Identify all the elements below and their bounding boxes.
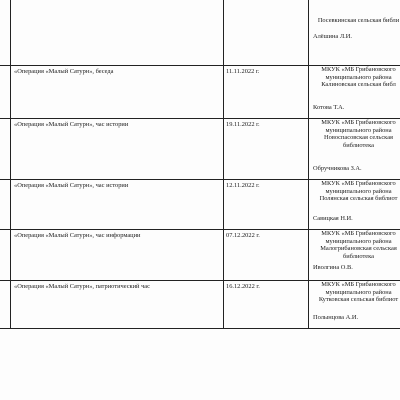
number-cell bbox=[0, 66, 11, 119]
venue-cell bbox=[309, 66, 400, 119]
venue-line: муниципального района bbox=[325, 288, 392, 296]
venue-line: Новоспасовская сельская bbox=[324, 134, 393, 142]
venue-line: Полянская сельская библиот bbox=[319, 195, 398, 203]
event-date-cell: 11.11.2022 г. bbox=[224, 66, 309, 119]
venue-line: МКУК «МБ Грибановского bbox=[321, 66, 396, 73]
event-name-cell bbox=[11, 0, 224, 66]
venue-line: библиотека bbox=[343, 141, 374, 149]
responsible-person: Иволгина О.В. bbox=[313, 264, 353, 271]
responsible-person: Алёшина Л.И. bbox=[313, 33, 352, 40]
event-date-cell: 12.11.2022 г. bbox=[224, 180, 309, 230]
event-name-cell: «Операция «Малый Сатурн», час информации bbox=[11, 230, 224, 281]
venue-line: муниципального района bbox=[325, 126, 392, 134]
table-row bbox=[0, 119, 400, 180]
venue-line: Кутковская сельская библиот bbox=[318, 296, 399, 304]
venue-line: Посевкинская сельская библи bbox=[317, 17, 400, 24]
venue-line: муниципального района bbox=[325, 73, 392, 81]
event-name-cell: «Операция «Малый Сатурн», патриотический час bbox=[11, 281, 224, 329]
event-date-cell: 16.12.2022 г. bbox=[224, 281, 309, 329]
event-date-cell bbox=[224, 0, 309, 66]
venue-line: муниципального района bbox=[325, 187, 392, 195]
event-name-cell: «Операция «Малый Сатурн», час истории bbox=[11, 119, 224, 180]
responsible-person: Котова Т.А. bbox=[313, 104, 345, 111]
venue-line: МКУК «МБ Грибановского bbox=[321, 230, 396, 237]
venue-cell bbox=[309, 180, 400, 230]
table-row bbox=[0, 0, 400, 66]
venue-line: МКУК «МБ Грибановского bbox=[321, 180, 396, 187]
number-cell bbox=[0, 230, 11, 281]
table-row bbox=[0, 230, 400, 281]
number-cell bbox=[0, 119, 11, 180]
venue-line: МКУК «МБ Грибановского bbox=[321, 119, 396, 126]
responsible-person: Обручникова З.А. bbox=[313, 165, 362, 172]
event-name-cell: «Операция «Малый Сатурн», час истории bbox=[11, 180, 224, 230]
number-cell bbox=[0, 180, 11, 230]
venue-line: Малогрибановская сельская bbox=[320, 245, 397, 253]
venue-line: библиотека bbox=[343, 252, 374, 260]
venue-line: муниципального района bbox=[325, 237, 392, 245]
responsible-person: Савицкая Н.И. bbox=[313, 215, 353, 222]
event-date-cell: 19.11.2022 г. bbox=[224, 119, 309, 180]
venue-line: Калиновская сельская библ bbox=[321, 81, 396, 89]
number-cell bbox=[0, 0, 11, 66]
number-cell bbox=[0, 281, 11, 329]
event-name-cell: «Операция «Малый Сатурн», беседа bbox=[11, 66, 224, 119]
venue-line: МКУК «МБ Грибановского bbox=[321, 281, 396, 288]
venue-cell bbox=[309, 281, 400, 329]
responsible-person: Полынцова А.И. bbox=[313, 314, 359, 321]
event-date-cell: 07.12.2022 г. bbox=[224, 230, 309, 281]
table-row bbox=[0, 180, 400, 230]
venue-cell bbox=[309, 119, 400, 180]
venue-cell bbox=[309, 230, 400, 281]
table-row bbox=[0, 66, 400, 119]
venue-cell bbox=[309, 0, 400, 66]
table-row bbox=[0, 281, 400, 329]
